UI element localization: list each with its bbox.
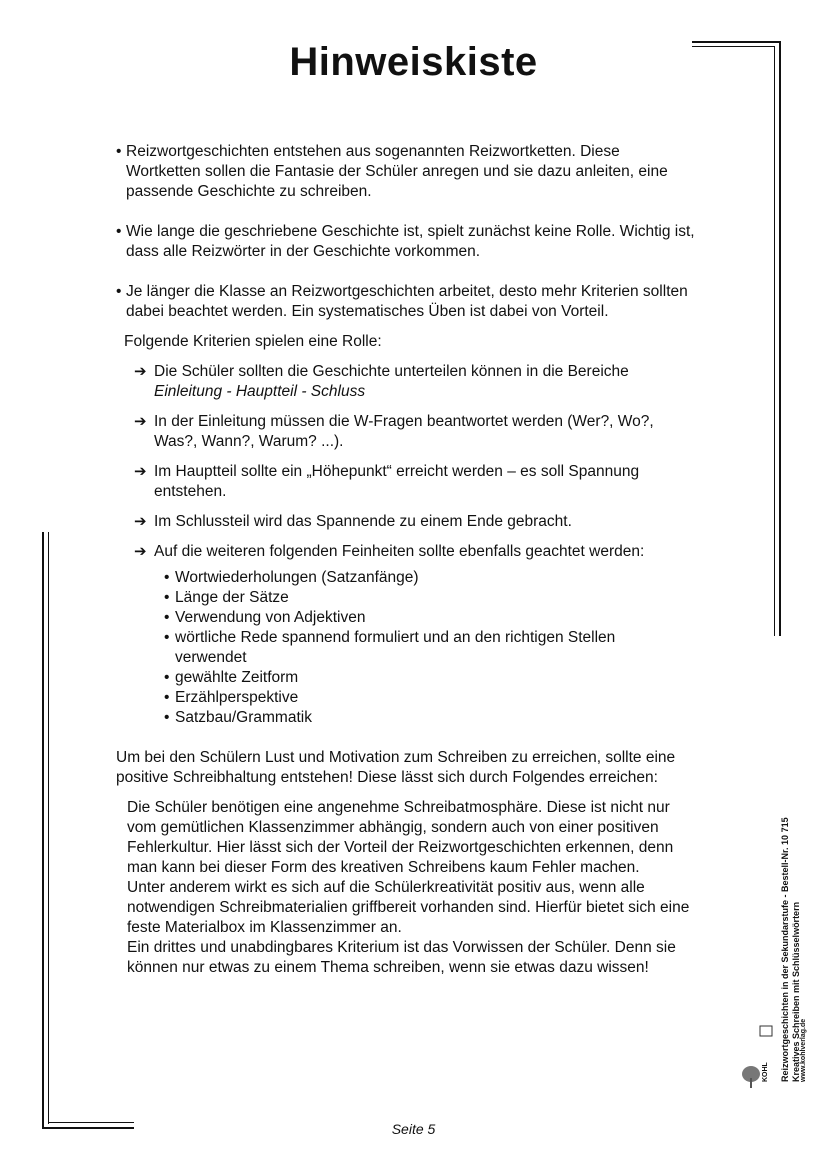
- motivation-paragraph: Unter anderem wirkt es sich auf die Schülerkreativität positiv aus, wenn alle notwendigen Schreibmaterialien griffbereit vorhanden sind. Hierfür bietet sich eine feste Materialbox im Klassenzimmer an.: [127, 879, 690, 936]
- paragraph-3: • Je länger die Klasse an Reizwortgeschichten arbeitet, desto mehr Kriterien sollten dabei beachtet werden. Ein systematisches Üben ist dabei von Vorteil.: [116, 283, 688, 320]
- criterion-item: ➔ Im Hauptteil sollte ein „Höhepunkt“ erreicht werden – es soll Spannung entstehen.: [134, 463, 640, 500]
- top-right-frame-line-v1: [779, 41, 781, 636]
- bullet-icon: •: [164, 629, 170, 646]
- bullet-icon: •: [164, 709, 170, 726]
- arrow-right-icon: ➔: [134, 463, 147, 480]
- arrow-right-icon: ➔: [134, 543, 147, 560]
- list-item: • Satzbau/Grammatik: [164, 709, 312, 726]
- details-list: [164, 568, 696, 728]
- motivation-block: [127, 798, 696, 978]
- list-item: • Erzählperspektive: [164, 689, 299, 706]
- tree-logo-icon: [741, 1020, 777, 1090]
- page-title: Hinweiskiste: [289, 40, 538, 84]
- criteria-intro: Folgende Kriterien spielen eine Rolle:: [124, 333, 382, 350]
- side-credit-line-1: Reizwortgeschichten in der Sekundarstufe - Bestell-Nr. 10 715: [780, 817, 790, 1082]
- bullet-icon: •: [116, 283, 122, 300]
- arrow-right-icon: ➔: [134, 413, 147, 430]
- main-content: [116, 142, 696, 978]
- bullet-icon: •: [116, 143, 122, 160]
- motivation-paragraph: Ein drittes und unabdingbares Kriterium ist das Vorwissen der Schüler. Denn sie können nur etwas zu einem Thema schreiben, wenn sie etwas dazu wissen!: [127, 939, 676, 976]
- paragraph-1: • Reizwortgeschichten entstehen aus sogenannten Reizwortketten. Diese Wortketten sollen die Fantasie der Schüler anregen und sie dazu anleiten, eine passende Geschichte zu schreiben.: [116, 143, 668, 200]
- bullet-icon: •: [116, 223, 122, 240]
- list-item: • wörtliche Rede spannend formuliert und an den richtigen Stellen verwendet: [164, 629, 616, 666]
- publisher-logo: [741, 1020, 777, 1090]
- bottom-left-frame-line-v1: [42, 532, 44, 1129]
- list-item: • Verwendung von Adjektiven: [164, 609, 366, 626]
- list-item: • Länge der Sätze: [164, 589, 289, 606]
- bullet-icon: •: [164, 669, 170, 686]
- list-item: • Wortwiederholungen (Satzanfänge): [164, 569, 419, 586]
- side-credit-line-2: Kreatives Schreiben mit Schlüsselwörtern: [791, 901, 801, 1082]
- paragraph-2: • Wie lange die geschriebene Geschichte ist, spielt zunächst keine Rolle. Wichtig ist, dass alle Reizwörter in der Geschichte vorkommen.: [116, 223, 695, 260]
- motivation-paragraph: Die Schüler benötigen eine angenehme Schreibatmosphäre. Diese ist nicht nur vom gemütlichen Klassenzimmer abhängig, sondern auch von einer positiven Fehlerkultur. Hier lässt sich der Vorteil der Reizwortgeschichten erkennen, denn man kann bei dieser Form des kreativen Schreibens kaum Fehler machen.: [127, 799, 674, 876]
- criterion-sections: Einleitung - Hauptteil - Schluss: [154, 383, 366, 400]
- bullet-icon: •: [164, 609, 170, 626]
- bottom-left-frame-line-v2: [48, 532, 49, 1124]
- bullet-icon: •: [164, 569, 170, 586]
- bullet-icon: •: [164, 589, 170, 606]
- page-number: Seite 5: [391, 1121, 436, 1137]
- top-right-frame-line-v2: [774, 46, 775, 636]
- criterion-item: ➔ In der Einleitung müssen die W-Fragen beantwortet werden (Wer?, Wo?, Was?, Wann?, Warum? ...).: [134, 413, 654, 450]
- publisher-url: www.kohlverlag.de: [800, 1018, 807, 1082]
- side-credit: [780, 712, 802, 1082]
- motivation-intro: Um bei den Schülern Lust und Motivation zum Schreiben zu erreichen, sollte eine positive Schreibhaltung entstehen! Diese lässt sich durch Folgendes erreichen:: [116, 749, 676, 786]
- logo-text: KOHL: [762, 1062, 769, 1082]
- criterion-item: ➔ Im Schlussteil wird das Spannende zu einem Ende gebracht.: [134, 513, 572, 530]
- arrow-right-icon: ➔: [134, 363, 147, 380]
- criterion-item: ➔ Die Schüler sollten die Geschichte unterteilen können in die Bereiche Einleitung - Hauptteil - Schluss: [134, 363, 629, 400]
- arrow-right-icon: ➔: [134, 513, 147, 530]
- list-item: • gewählte Zeitform: [164, 669, 299, 686]
- bullet-icon: •: [164, 689, 170, 706]
- criterion-item: ➔ Auf die weiteren folgenden Feinheiten sollte ebenfalls geachtet werden:: [134, 543, 645, 560]
